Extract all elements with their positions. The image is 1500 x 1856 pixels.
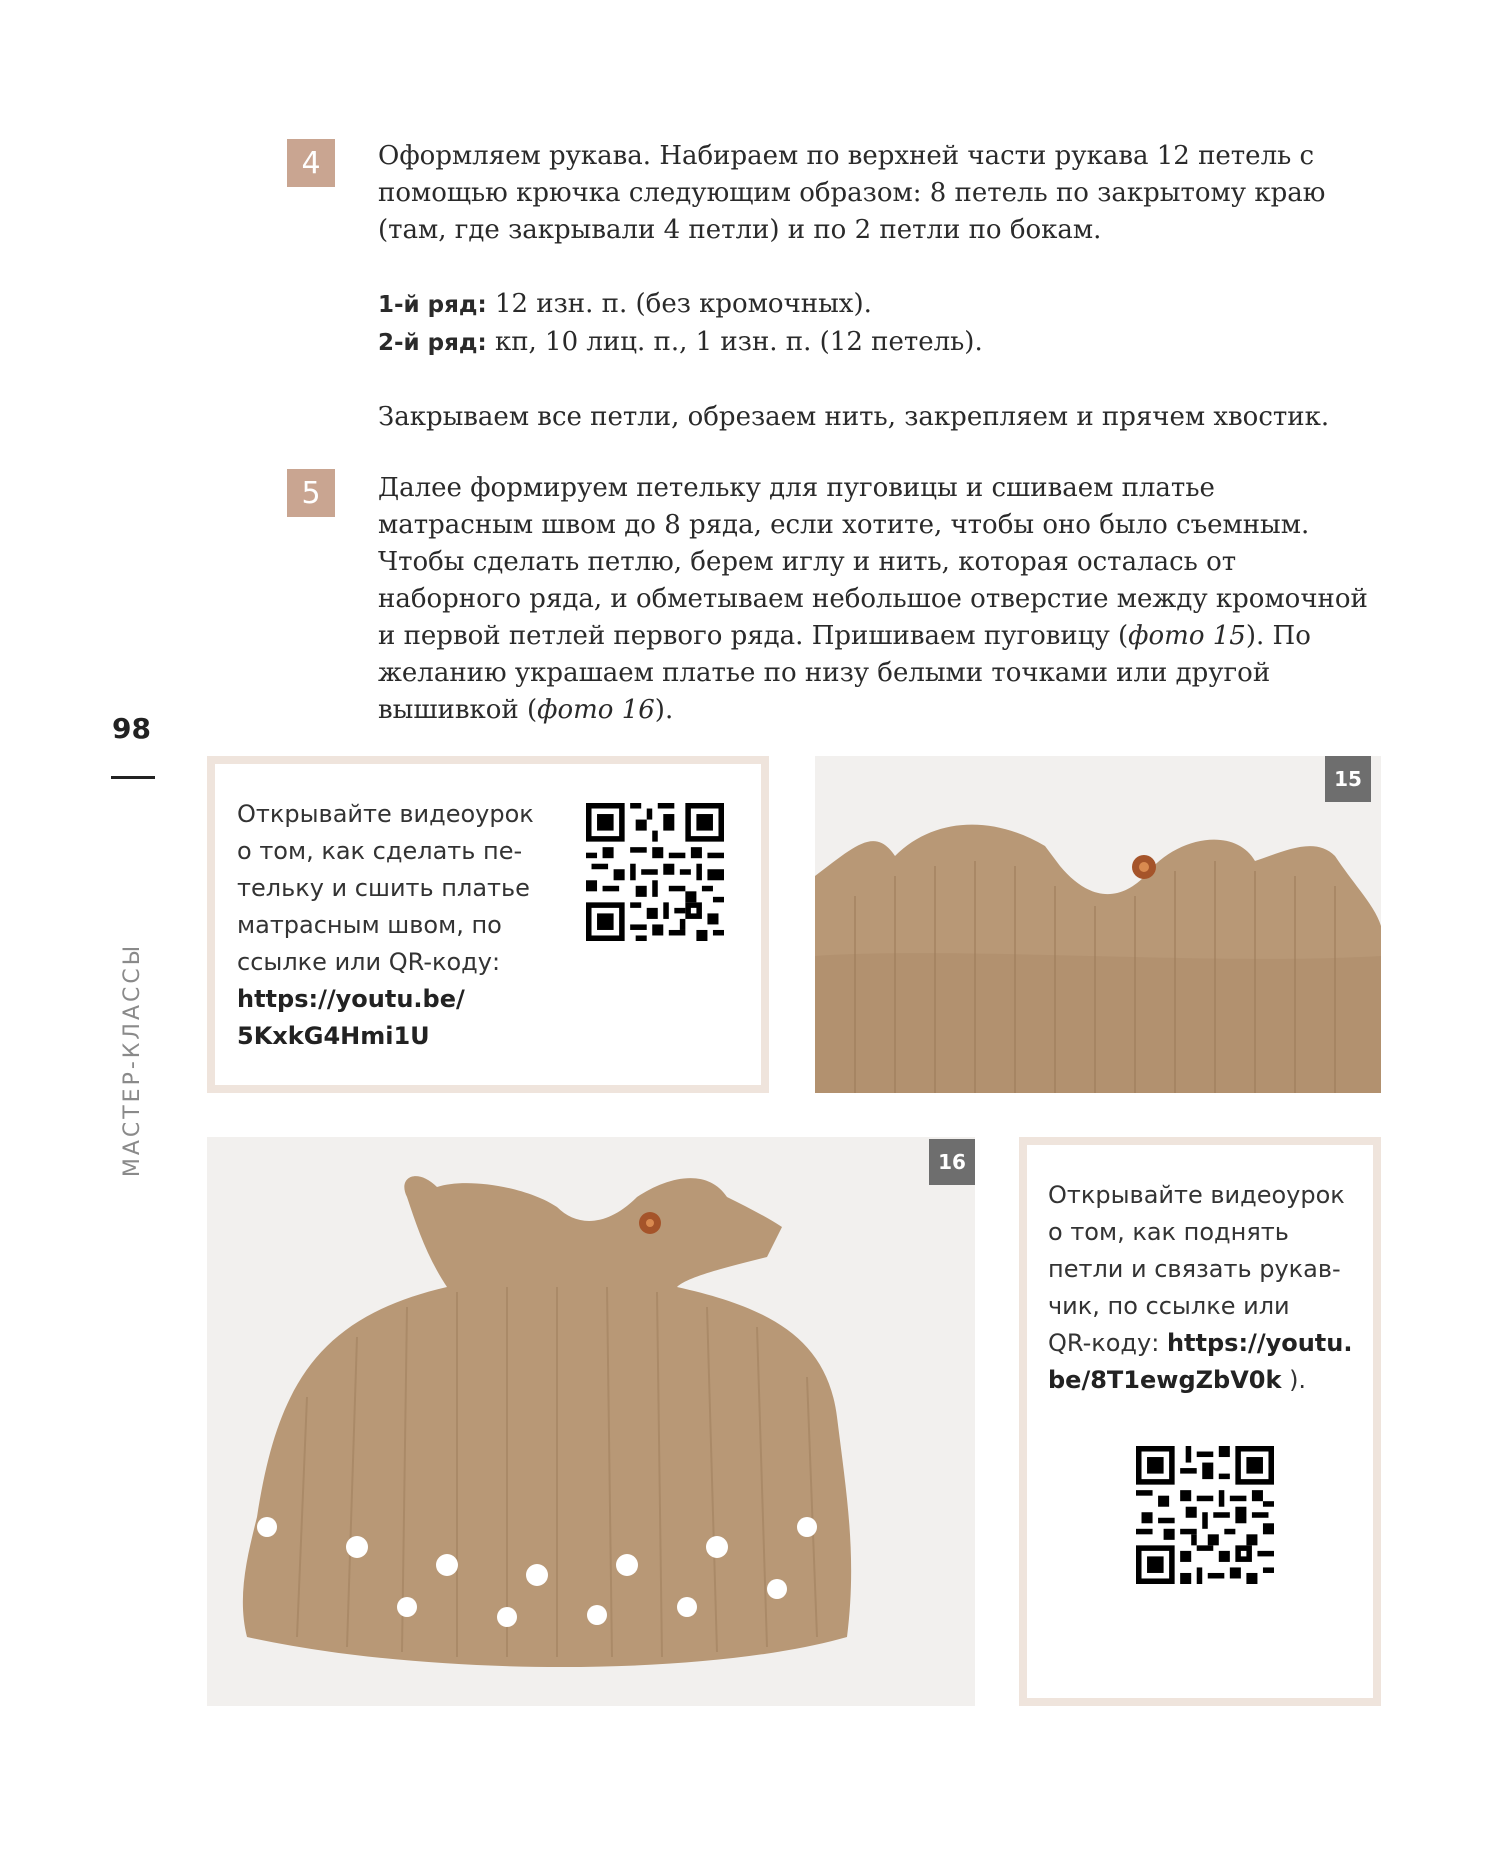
knitted-dress-full-photo [207,1137,975,1706]
row-1-line [378,286,1378,324]
video-link-2-cont[interactable]: be/8T1ewgZbV0k [1048,1366,1282,1394]
page-number: 98 [112,712,151,745]
row-2-label: 2-й ряд: [378,330,487,356]
step-4-text [378,138,1378,436]
video-box-2-text: Открывайте видеоурок о том, как поднять петли и связать рукав- чик, по ссылке или QR-коду: https://youtu. be/8T1ewgZbV0k ). [1048,1181,1353,1394]
step-4-closing: Закрываем все петли, обрезаем нить, закрепляем и прячем хвостик. [378,402,1330,432]
photo-16-label: 16 [929,1139,975,1185]
photo-16-ref: фото 16 [537,695,655,725]
row-1-text: 12 изн. п. (без кромочных). [486,289,872,319]
photo-16 [207,1137,975,1706]
row-2-line [378,324,1378,362]
qr-code-1[interactable] [586,803,724,941]
step-5-text [378,470,1378,729]
photo-15-label: 15 [1325,756,1371,802]
step-badge-5: 5 [287,469,335,517]
video-link-1[interactable]: https://youtu.be/ [237,985,465,1013]
video-link-1-cont[interactable]: 5KxkG4Hmi1U [237,1022,430,1050]
step-4-paragraph: Оформляем рукава. Набираем по верхней части рукава 12 петель с помощью крючка следующим образом: 8 петель по закрытому краю (там, где закрывали 4 петли) и по 2 петли по бокам. [378,141,1326,245]
photo-15 [815,756,1381,1093]
row-1-label: 1-й ряд: [378,292,487,318]
step-badge-4: 4 [287,139,335,187]
section-label: МАСТЕР-КЛАССЫ [120,942,145,1178]
row-2-text: кп, 10 лиц. п., 1 изн. п. (12 петель). [486,327,983,357]
photo-15-ref: фото 15 [1128,621,1246,651]
page-number-rule [111,776,155,779]
video-box-1-text: Открывайте видеоурок о том, как сделать пе- тельку и сшить платье матрасным швом, по ссылке или QR-коду: https://youtu.be/ 5KxkG4Hmi1U [237,800,534,1050]
qr-code-2[interactable] [1136,1446,1274,1584]
step-5-paragraph: Далее формируем петельку для пуговицы и сшиваем платье матрасным швом до 8 ряда, если хотите, чтобы оно было съемным. Чтобы сделать петлю, берем иглу и нить, которая осталась от наборного ряда, и обметываем небольшое отверстие между кромочной и первой петлей первого ряда. Пришиваем пуговицу (фото 15). По желанию украшаем платье по низу белыми точками или другой вышивкой (фото 16). [378,473,1368,725]
video-link-2[interactable]: https://youtu. [1166,1329,1353,1357]
knitted-dress-top-photo [815,756,1381,1093]
